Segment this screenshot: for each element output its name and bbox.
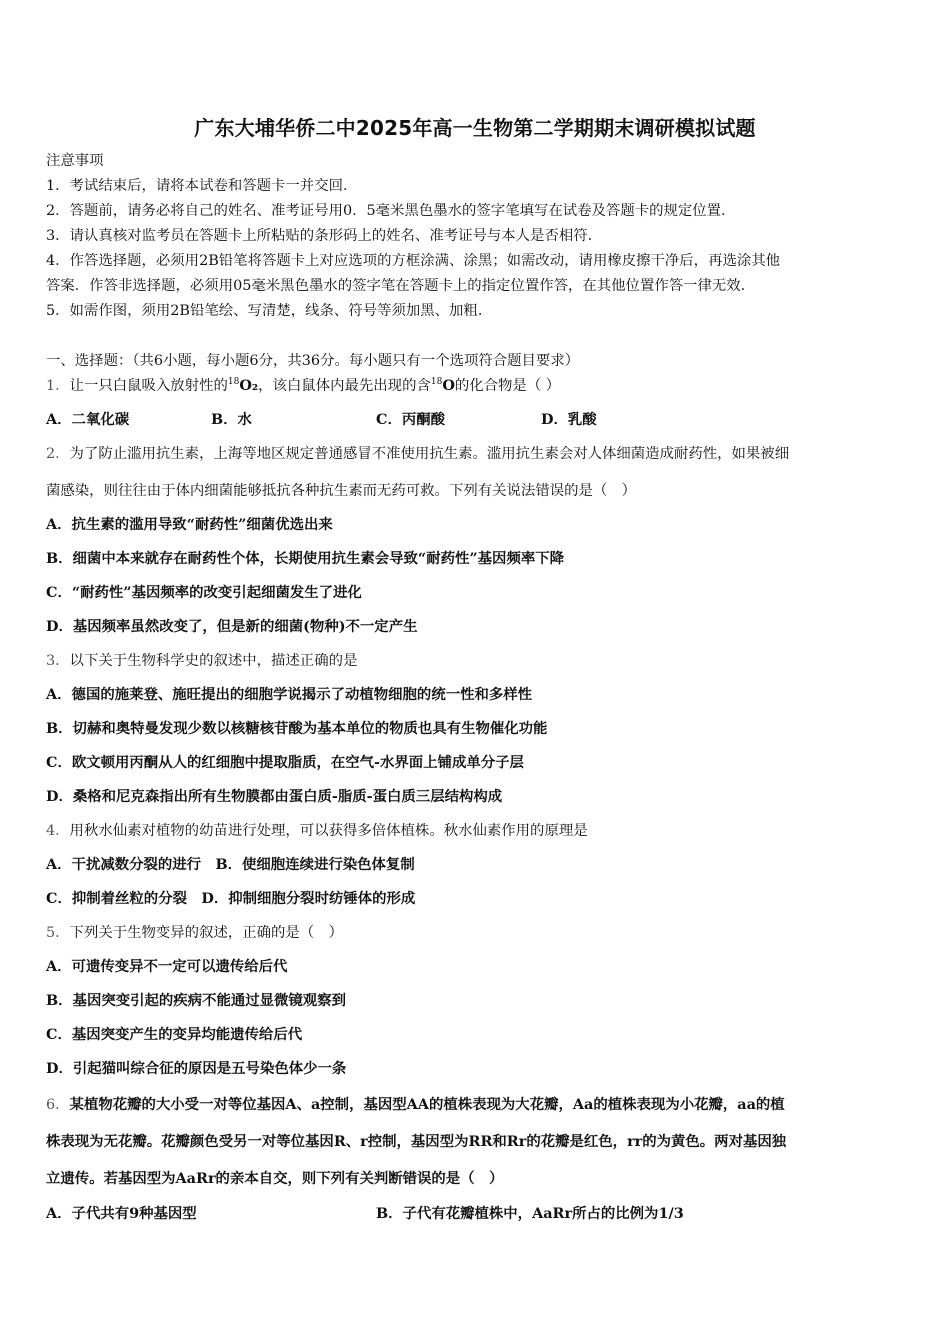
notice-item: 4．作答选择题，必须用2B铅笔将答题卡上对应选项的方框涂满、涂黑；如需改动，请用橡皮擦干净后，再选涂其他: [46, 253, 781, 269]
question-5-stem: 5．下列关于生物变异的叙述，正确的是（ ）: [46, 925, 343, 941]
option-d: D．引起猫叫综合征的原因是五号染色体少一条: [46, 1060, 347, 1077]
question-6-stem-cont: 立遗传。若基因型为AaRr的亲本自交，则下列有关判断错误的是（ ）: [46, 1170, 504, 1187]
option-d: D．基因频率虽然改变了，但是新的细菌(物种)不一定产生: [46, 618, 418, 635]
notice-item: 2．答题前，请务必将自己的姓名、准考证号用0．5毫米黑色墨水的签字笔填写在试卷及答题卡的规定位置．: [46, 203, 736, 219]
question-6-stem-cont: 株表现为无花瓣。花瓣颜色受另一对等位基因R、r控制，基因型为RR和Rr的花瓣是红色，rr的为黄色。两对基因独: [46, 1133, 787, 1150]
question-number: 6．: [46, 1097, 70, 1113]
notice-heading: 注意事项: [46, 153, 104, 169]
section-heading: 一、选择题：（共6小题，每小题6分，共36分。每小题只有一个选项符合题目要求）: [46, 353, 580, 369]
option-c: C．基因突变产生的变异均能遗传给后代: [46, 1026, 303, 1043]
option-b: B．子代有花瓣植株中，AaRr所占的比例为1/3: [376, 1205, 684, 1222]
option-a: A．德国的施莱登、施旺提出的细胞学说揭示了动植物细胞的统一性和多样性: [46, 686, 533, 703]
question-number: 2．: [46, 446, 70, 462]
option-a: A．抗生素的滥用导致“耐药性”细菌优选出来: [46, 516, 333, 533]
option-b: B．水: [211, 411, 252, 428]
option-d: D．乳酸: [541, 411, 597, 428]
option-a: A．可遗传变异不一定可以遗传给后代: [46, 958, 288, 975]
notice-item: 3．请认真核对监考员在答题卡上所粘贴的条形码上的姓名、准考证号与本人是否相符．: [46, 228, 603, 244]
question-number: 1．: [46, 378, 70, 394]
option-b: B．切赫和奥特曼发现少数以核糖核苷酸为基本单位的物质也具有生物催化功能: [46, 720, 548, 737]
notice-item: 答案．作答非选择题，必须用05毫米黑色墨水的签字笔在答题卡上的指定位置作答，在其他位置作答一律无效．: [46, 278, 756, 294]
question-1-options: [46, 411, 597, 429]
page-title: 广东大埔华侨二中2025年高一生物第二学期期末调研模拟试题: [194, 116, 756, 140]
question-4-stem: 4．用秋水仙素对植物的幼苗进行处理，可以获得多倍体植株。秋水仙素作用的原理是: [46, 823, 588, 839]
options-row-cd: C．抑制着丝粒的分裂 D．抑制细胞分裂时纺锤体的形成: [46, 890, 416, 907]
notice-item: 5．如需作图，须用2B铅笔绘、写清楚，线条、符号等须加黑、加粗．: [46, 303, 493, 319]
question-2-stem-cont: 菌感染，则往往由于体内细菌能够抵抗各种抗生素而无药可救。下列有关说法错误的是（ ）: [46, 483, 637, 499]
question-6-stem: 6．某植物花瓣的大小受一对等位基因A、a控制，基因型AA的植株表现为大花瓣，Aa的植株表现为小花瓣，aa的植: [46, 1096, 785, 1113]
option-b: B．细菌中本来就存在耐药性个体，长期使用抗生素会导致“耐药性”基因频率下降: [46, 550, 565, 567]
option-c: C．欧文顿用丙酮从人的红细胞中提取脂质，在空气-水界面上铺成单分子层: [46, 754, 524, 771]
question-1-stem: 1．让一只白鼠吸入放射性的$^{18}$O₂，该白鼠体内最先出现的含$^{18}$O的化合物是（ ）: [46, 377, 561, 394]
question-number: 3．: [46, 653, 70, 669]
option-a: A．子代共有9种基因型: [46, 1205, 197, 1222]
question-6-options: [46, 1205, 684, 1223]
notice-item: 1．考试结束后，请将本试卷和答题卡一并交回．: [46, 178, 358, 194]
option-c: C．“耐药性”基因频率的改变引起细菌发生了进化: [46, 584, 362, 601]
question-number: 5．: [46, 925, 70, 941]
option-d: D．桑格和尼克森指出所有生物膜都由蛋白质-脂质-蛋白质三层结构构成: [46, 788, 503, 805]
option-c: C．丙酮酸: [376, 411, 446, 428]
question-2-stem: 2．为了防止滥用抗生素，上海等地区规定普通感冒不准使用抗生素。滥用抗生素会对人体细菌造成耐药性，如果被细: [46, 446, 790, 462]
option-a: A．二氧化碳: [46, 411, 130, 428]
options-row-ab: A．干扰减数分裂的进行 B．使细胞连续进行染色体复制: [46, 856, 415, 873]
question-number: 4．: [46, 823, 70, 839]
option-b: B．基因突变引起的疾病不能通过显微镜观察到: [46, 992, 346, 1009]
question-3-stem: 3．以下关于生物科学史的叙述中，描述正确的是: [46, 653, 358, 669]
